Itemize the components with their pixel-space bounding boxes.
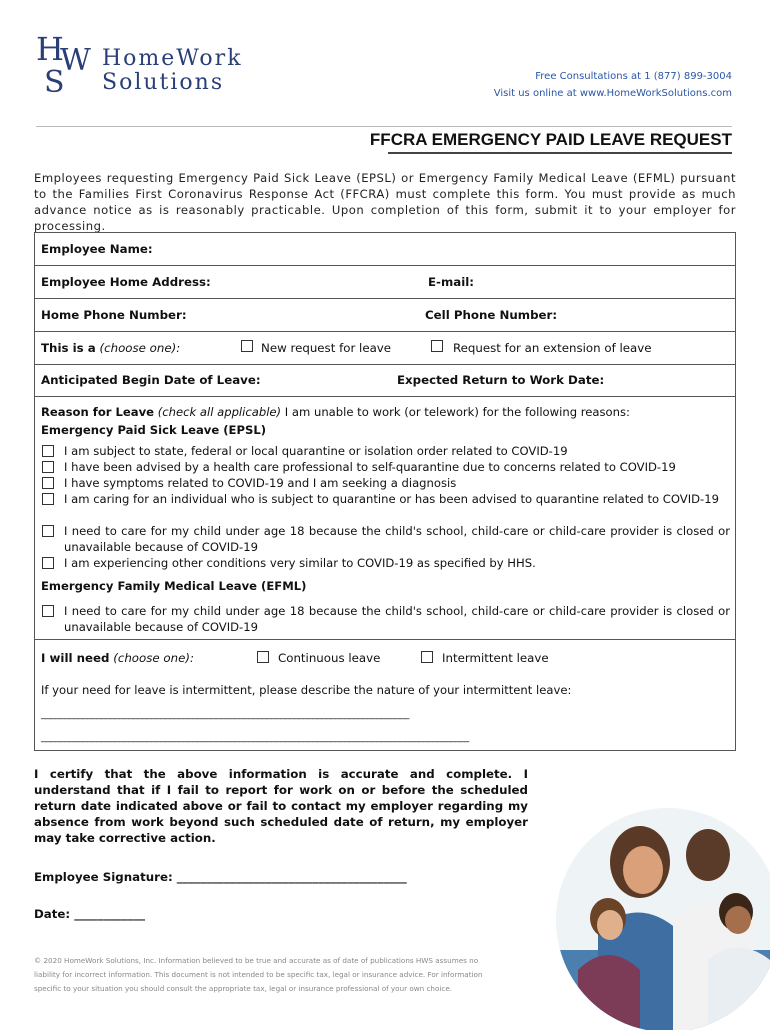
logo-line-1: HomeWork [102, 46, 243, 71]
describe-line-2[interactable]: _____________________________________________________________________________________________ [41, 732, 469, 743]
employee-signature-field[interactable]: Employee Signature: _______________________________________ [34, 870, 407, 884]
intermittent-leave-checkbox[interactable] [421, 651, 433, 663]
new-request-checkbox[interactable] [241, 340, 253, 352]
extension-request-checkbox[interactable] [431, 340, 443, 352]
epsl-reason-6: I am experiencing other conditions very similar to COVID-19 as specified by HHS. [64, 556, 536, 570]
request-type-label: This is a (choose one): [41, 341, 181, 355]
epsl-reason-1: I am subject to state, federal or local quarantine or isolation order related to COVID-19 [64, 444, 568, 458]
row-divider [35, 331, 735, 332]
row-divider [35, 265, 735, 266]
employee-name-label[interactable]: Employee Name: [41, 242, 153, 256]
header-divider [36, 126, 732, 127]
home-address-label[interactable]: Employee Home Address: [41, 275, 211, 289]
efml-reason-checkbox[interactable] [42, 605, 54, 617]
footer-disclaimer: © 2020 HomeWork Solutions, Inc. Information believed to be true and accurate as of date of publications HWS assumes no liability for incorrect information. This document is not intended to be specific tax, legal or insurance advice. For information specific to your situation you should consult the appropriate tax, legal or insurance professional of your own choice. [34, 956, 483, 993]
extension-request-label: Request for an extension of leave [453, 341, 652, 355]
epsl-reason-2: I have been advised by a health care professional to self-quarantine due to concerns related to COVID-19 [64, 460, 676, 474]
title-underline [388, 152, 732, 154]
svg-text:H: H [36, 30, 64, 68]
svg-text:S: S [44, 65, 65, 94]
page-title: FFCRA EMERGENCY PAID LEAVE REQUEST [369, 130, 732, 149]
epsl-reason-2-checkbox[interactable] [42, 461, 54, 473]
contact-phone: Free Consultations at 1 (877) 899-3004 [535, 71, 732, 82]
intermittent-leave-label: Intermittent leave [442, 651, 549, 665]
company-logo-text [102, 46, 243, 96]
epsl-reason-1-checkbox[interactable] [42, 445, 54, 457]
family-photo [548, 800, 770, 1030]
svg-text:W: W [60, 43, 91, 78]
row-divider [35, 298, 735, 299]
begin-date-label[interactable]: Anticipated Begin Date of Leave: [41, 373, 261, 387]
row-divider [35, 364, 735, 365]
row-divider [35, 639, 735, 640]
efml-reason: I need to care for my child under age 18 because the child's school, child-care or child-care provider is closed or unavailable because of COVID-19 [64, 604, 730, 634]
epsl-reason-6-checkbox[interactable] [42, 557, 54, 569]
email-label[interactable]: E-mail: [428, 275, 475, 289]
intro-paragraph: Employees requesting Emergency Paid Sick Leave (EPSL) or Emergency Family Medical Leave (EFML) pursuant to the Families First Coronavirus Response Act (FFCRA) must complete this form. You must provide as much advance notice as is reasonably practicable. Upon completion of this form, submit it to your employer for processing. [34, 171, 736, 233]
epsl-reason-5: I need to care for my child under age 18 because the child's school, child-care or child-care provider is closed or unavailable because of COVID-19 [64, 524, 730, 554]
row-divider [35, 396, 735, 397]
efml-heading: Emergency Family Medical Leave (EFML) [41, 579, 307, 593]
epsl-heading: Emergency Paid Sick Leave (EPSL) [41, 423, 267, 437]
epsl-reason-3-checkbox[interactable] [42, 477, 54, 489]
continuous-leave-checkbox[interactable] [257, 651, 269, 663]
leave-request-form [34, 232, 736, 751]
reason-for-leave-line: Reason for Leave (check all applicable) I am unable to work (or telework) for the following reasons: [41, 405, 630, 419]
continuous-leave-label: Continuous leave [278, 651, 381, 665]
contact-website[interactable]: Visit us online at www.HomeWorkSolutions.com [493, 88, 732, 99]
home-phone-label[interactable]: Home Phone Number: [41, 308, 187, 322]
describe-line-1[interactable]: ________________________________________________________________________________ [41, 709, 410, 720]
will-need-label: I will need (choose one): [41, 651, 194, 665]
epsl-reason-4-checkbox[interactable] [42, 493, 54, 505]
date-field[interactable]: Date: ____________ [34, 907, 145, 921]
return-date-label[interactable]: Expected Return to Work Date: [397, 373, 605, 387]
hws-logo-mark [34, 30, 98, 94]
epsl-reason-3: I have symptoms related to COVID-19 and I am seeking a diagnosis [64, 476, 457, 490]
intermittent-describe-prompt: If your need for leave is intermittent, please describe the nature of your intermittent leave: [41, 683, 572, 697]
contact-info [494, 68, 732, 102]
epsl-reason-4: I am caring for an individual who is subject to quarantine or has been advised to quarantine related to COVID-19 [64, 492, 719, 506]
cell-phone-label[interactable]: Cell Phone Number: [425, 308, 558, 322]
new-request-label: New request for leave [261, 341, 392, 355]
certification-statement: I certify that the above information is accurate and complete. I understand that if I fail to report for work on or before the scheduled return date indicated above or fail to contact my employer regarding my absence from work beyond such scheduled date of return, my employer may take corrective action. [34, 767, 528, 845]
epsl-reason-5-checkbox[interactable] [42, 525, 54, 537]
logo-line-2: Solutions [102, 70, 225, 95]
